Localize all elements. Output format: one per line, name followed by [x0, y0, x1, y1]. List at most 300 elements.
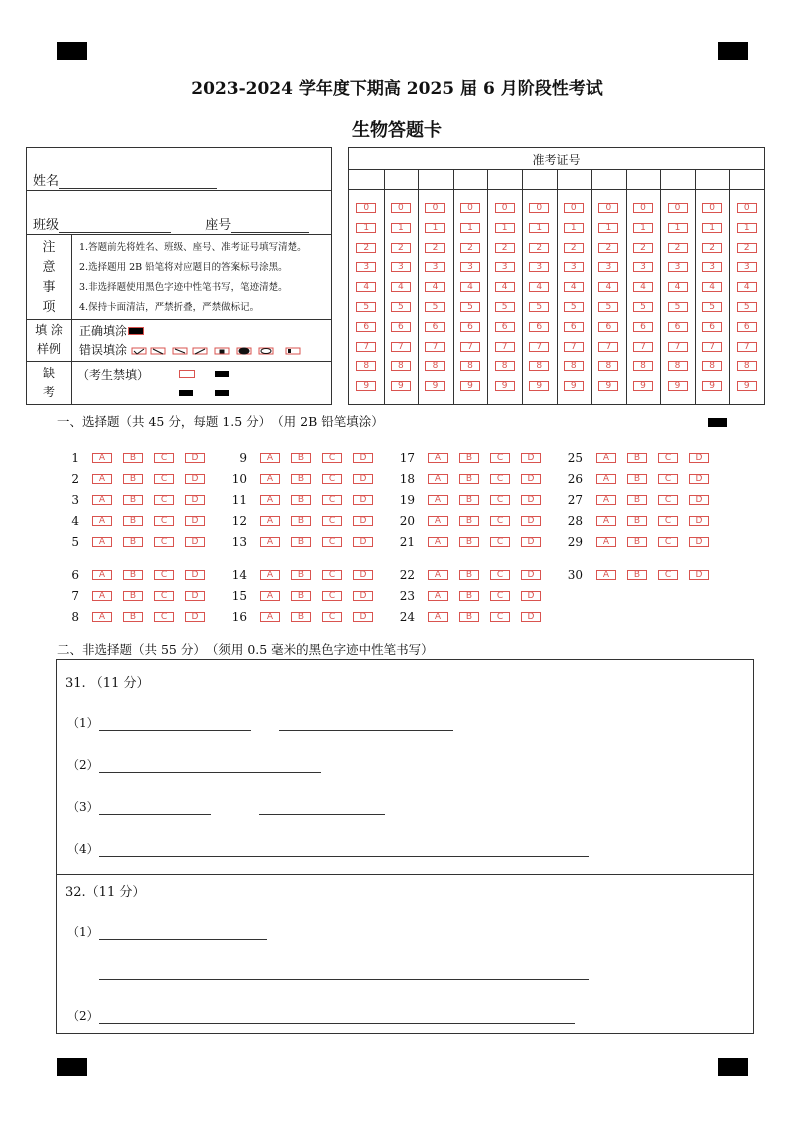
- exam-id-bubble[interactable]: 0: [564, 203, 584, 213]
- exam-id-bubble[interactable]: 7: [598, 342, 618, 352]
- absent-note: （考生禁填）: [77, 368, 150, 382]
- answer-bubble-c[interactable]: C: [490, 453, 510, 463]
- answer-bubble-b[interactable]: B: [627, 495, 647, 505]
- exam-id-bubble[interactable]: 0: [702, 203, 722, 213]
- answer-bubble-d[interactable]: D: [185, 495, 205, 505]
- answer-bubble-c[interactable]: C: [658, 537, 678, 547]
- exam-id-bubble[interactable]: 8: [564, 361, 584, 371]
- answer-bubble-a[interactable]: A: [92, 612, 112, 622]
- q31-part1-answer-b[interactable]: [279, 716, 453, 731]
- exam-id-column-divider: [418, 169, 419, 404]
- exam-id-bubble[interactable]: 4: [460, 282, 480, 292]
- answer-bubble-c[interactable]: C: [154, 591, 174, 601]
- question-number: 10: [231, 472, 247, 486]
- answer-bubble-a[interactable]: A: [428, 516, 448, 526]
- exam-id-bubble[interactable]: 2: [391, 243, 411, 253]
- q31-box: [56, 659, 754, 875]
- absent-checkbox[interactable]: [179, 370, 195, 378]
- answer-bubble-d[interactable]: D: [185, 570, 205, 580]
- q31-part1-answer-a[interactable]: [99, 716, 251, 731]
- answer-bubble-c[interactable]: C: [658, 570, 678, 580]
- exam-id-bubble[interactable]: 6: [425, 322, 445, 332]
- exam-id-bubble[interactable]: 1: [391, 223, 411, 233]
- student-info-box: [26, 147, 332, 405]
- answer-bubble-c[interactable]: C: [154, 570, 174, 580]
- exam-id-bubble[interactable]: 2: [737, 243, 757, 253]
- answer-bubble-b[interactable]: B: [291, 537, 311, 547]
- answer-bubble-b[interactable]: B: [627, 474, 647, 484]
- answer-bubble-a[interactable]: A: [596, 495, 616, 505]
- answer-bubble-a[interactable]: A: [92, 570, 112, 580]
- answer-bubble-b[interactable]: B: [123, 570, 143, 580]
- exam-id-bubble[interactable]: 8: [668, 361, 688, 371]
- exam-id-bubble[interactable]: 7: [356, 342, 376, 352]
- exam-id-bubble[interactable]: 1: [737, 223, 757, 233]
- exam-id-bubble[interactable]: 5: [598, 302, 618, 312]
- answer-bubble-d[interactable]: D: [353, 474, 373, 484]
- answer-bubble-c[interactable]: C: [490, 495, 510, 505]
- exam-id-bubble[interactable]: 8: [529, 361, 549, 371]
- exam-id-bubble[interactable]: 8: [598, 361, 618, 371]
- answer-bubble-d[interactable]: D: [185, 516, 205, 526]
- answer-bubble-d[interactable]: D: [185, 612, 205, 622]
- q31-part4-answer[interactable]: [99, 842, 589, 857]
- exam-id-bubble[interactable]: 9: [495, 381, 515, 391]
- exam-id-bubble[interactable]: 6: [495, 322, 515, 332]
- answer-bubble-d[interactable]: D: [689, 474, 709, 484]
- exam-id-bubble[interactable]: 4: [529, 282, 549, 292]
- answer-bubble-b[interactable]: B: [291, 570, 311, 580]
- exam-id-bubble[interactable]: 7: [529, 342, 549, 352]
- answer-bubble-c[interactable]: C: [322, 612, 342, 622]
- wrong-fill-sample-last: [285, 346, 303, 356]
- name-label: 姓名: [33, 174, 60, 189]
- answer-bubble-c[interactable]: C: [658, 516, 678, 526]
- exam-id-bubble[interactable]: 5: [460, 302, 480, 312]
- answer-bubble-a[interactable]: A: [596, 516, 616, 526]
- answer-bubble-a[interactable]: A: [92, 591, 112, 601]
- answer-bubble-d[interactable]: D: [521, 495, 541, 505]
- exam-id-bubble[interactable]: 7: [460, 342, 480, 352]
- answer-bubble-c[interactable]: C: [322, 453, 342, 463]
- exam-id-bubble[interactable]: 3: [529, 262, 549, 272]
- exam-id-write-cell[interactable]: [418, 170, 453, 189]
- answer-bubble-c[interactable]: C: [154, 537, 174, 547]
- answer-bubble-d[interactable]: D: [353, 612, 373, 622]
- answer-bubble-b[interactable]: B: [291, 474, 311, 484]
- answer-bubble-c[interactable]: C: [154, 516, 174, 526]
- answer-bubble-d[interactable]: D: [353, 495, 373, 505]
- answer-bubble-c[interactable]: C: [490, 474, 510, 484]
- exam-id-bubble[interactable]: 3: [668, 262, 688, 272]
- exam-id-bubble[interactable]: 7: [633, 342, 653, 352]
- answer-bubble-b[interactable]: B: [459, 453, 479, 463]
- exam-id-write-cell[interactable]: [729, 170, 764, 189]
- answer-bubble-b[interactable]: B: [123, 591, 143, 601]
- exam-id-bubble[interactable]: 4: [737, 282, 757, 292]
- exam-id-bubble[interactable]: 9: [391, 381, 411, 391]
- question-number: 28: [567, 514, 583, 528]
- exam-id-bubble[interactable]: 1: [598, 223, 618, 233]
- answer-bubble-b[interactable]: B: [291, 453, 311, 463]
- exam-id-bubble[interactable]: 8: [425, 361, 445, 371]
- exam-id-bubble[interactable]: 6: [668, 322, 688, 332]
- exam-id-box: [348, 147, 765, 405]
- exam-id-bubble[interactable]: 2: [668, 243, 688, 253]
- exam-id-bubble[interactable]: 3: [425, 262, 445, 272]
- answer-bubble-c[interactable]: C: [490, 537, 510, 547]
- exam-id-bubble[interactable]: 7: [702, 342, 722, 352]
- exam-id-bubble[interactable]: 5: [495, 302, 515, 312]
- exam-id-bubble[interactable]: 6: [356, 322, 376, 332]
- answer-bubble-c[interactable]: C: [490, 591, 510, 601]
- answer-bubble-c[interactable]: C: [490, 516, 510, 526]
- exam-id-bubble[interactable]: 6: [702, 322, 722, 332]
- exam-id-write-cell[interactable]: [487, 170, 522, 189]
- exam-id-bubble[interactable]: 0: [598, 203, 618, 213]
- answer-bubble-d[interactable]: D: [521, 570, 541, 580]
- answer-bubble-b[interactable]: B: [291, 591, 311, 601]
- answer-bubble-b[interactable]: B: [291, 612, 311, 622]
- exam-id-write-cell[interactable]: [660, 170, 695, 189]
- exam-id-bubble[interactable]: 4: [564, 282, 584, 292]
- exam-id-bubble[interactable]: 1: [425, 223, 445, 233]
- exam-id-bubble[interactable]: 8: [633, 361, 653, 371]
- exam-id-bubble[interactable]: 1: [702, 223, 722, 233]
- exam-id-bubble[interactable]: 3: [564, 262, 584, 272]
- exam-id-bubble[interactable]: 7: [668, 342, 688, 352]
- answer-bubble-b[interactable]: B: [123, 453, 143, 463]
- exam-id-bubble[interactable]: 8: [391, 361, 411, 371]
- q32-part2-answer[interactable]: [99, 1009, 575, 1024]
- answer-bubble-d[interactable]: D: [185, 537, 205, 547]
- exam-id-bubble[interactable]: 1: [633, 223, 653, 233]
- exam-id-bubble[interactable]: 6: [737, 322, 757, 332]
- exam-id-bubble[interactable]: 4: [633, 282, 653, 292]
- answer-bubble-a[interactable]: A: [260, 537, 280, 547]
- answer-bubble-d[interactable]: D: [689, 516, 709, 526]
- answer-bubble-d[interactable]: D: [521, 453, 541, 463]
- exam-id-bubble[interactable]: 4: [425, 282, 445, 292]
- answer-bubble-c[interactable]: C: [322, 537, 342, 547]
- exam-id-bubble[interactable]: 3: [737, 262, 757, 272]
- answer-bubble-a[interactable]: A: [92, 537, 112, 547]
- question-number: 29: [567, 535, 583, 549]
- answer-bubble-b[interactable]: B: [459, 516, 479, 526]
- alignment-mark-top-left: [57, 42, 87, 60]
- name-field[interactable]: [59, 174, 217, 189]
- answer-bubble-c[interactable]: C: [658, 453, 678, 463]
- exam-id-bubble[interactable]: 9: [425, 381, 445, 391]
- answer-bubble-b[interactable]: B: [123, 516, 143, 526]
- exam-id-bubble[interactable]: 2: [529, 243, 549, 253]
- exam-id-bubble[interactable]: 4: [702, 282, 722, 292]
- exam-id-bubble[interactable]: 2: [564, 243, 584, 253]
- exam-id-bubble[interactable]: 6: [633, 322, 653, 332]
- answer-bubble-b[interactable]: B: [123, 537, 143, 547]
- exam-id-bubble[interactable]: 9: [737, 381, 757, 391]
- exam-id-write-cell[interactable]: [557, 170, 592, 189]
- exam-id-bubble[interactable]: 5: [633, 302, 653, 312]
- answer-bubble-d[interactable]: D: [353, 591, 373, 601]
- exam-id-bubble[interactable]: 8: [737, 361, 757, 371]
- exam-id-label: 准考证号: [532, 153, 581, 167]
- question-number: 26: [567, 472, 583, 486]
- class-field[interactable]: [59, 218, 171, 233]
- answer-bubble-c[interactable]: C: [154, 495, 174, 505]
- exam-id-bubble[interactable]: 5: [391, 302, 411, 312]
- answer-bubble-b[interactable]: B: [627, 570, 647, 580]
- section1-heading: 一、选择题（共 45 分，每题 1.5 分） （用 2B 铅笔填涂）: [57, 414, 384, 429]
- exam-id-bubble[interactable]: 7: [737, 342, 757, 352]
- answer-bubble-a[interactable]: A: [428, 570, 448, 580]
- answer-bubble-a[interactable]: A: [428, 495, 448, 505]
- answer-bubble-d[interactable]: D: [185, 474, 205, 484]
- question-number: 22: [399, 568, 415, 582]
- answer-bubble-a[interactable]: A: [428, 591, 448, 601]
- question-number: 13: [231, 535, 247, 549]
- answer-bubble-d[interactable]: D: [689, 495, 709, 505]
- exam-id-bubble[interactable]: 2: [425, 243, 445, 253]
- exam-id-bubble[interactable]: 8: [495, 361, 515, 371]
- exam-id-bubble[interactable]: 2: [633, 243, 653, 253]
- q32-part1-answer-line2[interactable]: [99, 965, 589, 980]
- exam-id-bubble[interactable]: 6: [391, 322, 411, 332]
- exam-id-bubble[interactable]: 5: [425, 302, 445, 312]
- exam-id-bubble[interactable]: 0: [495, 203, 515, 213]
- seat-field[interactable]: [231, 218, 309, 233]
- exam-id-bubble[interactable]: 2: [356, 243, 376, 253]
- exam-id-bubble[interactable]: 0: [633, 203, 653, 213]
- exam-id-bubble[interactable]: 9: [460, 381, 480, 391]
- q32-part2-label: （2）: [67, 1009, 99, 1023]
- alignment-mark-top-right: [718, 42, 748, 60]
- q31-part3-answer-a[interactable]: [99, 800, 211, 815]
- answer-bubble-d[interactable]: D: [353, 516, 373, 526]
- exam-id-bubble[interactable]: 5: [564, 302, 584, 312]
- exam-id-bubble[interactable]: 5: [529, 302, 549, 312]
- answer-bubble-c[interactable]: C: [322, 570, 342, 580]
- answer-bubble-b[interactable]: B: [459, 495, 479, 505]
- exam-id-bubble[interactable]: 1: [356, 223, 376, 233]
- exam-id-write-cell[interactable]: [384, 170, 419, 189]
- exam-id-bubble[interactable]: 0: [668, 203, 688, 213]
- q32-part1-answer[interactable]: [99, 925, 267, 940]
- exam-id-bubble[interactable]: 3: [356, 262, 376, 272]
- answer-bubble-d[interactable]: D: [353, 570, 373, 580]
- exam-id-bubble[interactable]: 5: [668, 302, 688, 312]
- answer-bubble-a[interactable]: A: [428, 474, 448, 484]
- seat-label: 座号: [205, 218, 232, 233]
- exam-id-bubble[interactable]: 5: [356, 302, 376, 312]
- question-number: 9: [239, 451, 247, 465]
- q31-title: 31. （11 分）: [65, 676, 150, 691]
- answer-bubble-c[interactable]: C: [322, 474, 342, 484]
- answer-bubble-d[interactable]: D: [689, 537, 709, 547]
- answer-bubble-b[interactable]: B: [291, 516, 311, 526]
- answer-bubble-a[interactable]: A: [92, 516, 112, 526]
- exam-id-bubble[interactable]: 4: [598, 282, 618, 292]
- exam-id-bubble[interactable]: 0: [737, 203, 757, 213]
- absent-mark: [215, 390, 229, 396]
- q31-part4-label: （4）: [67, 842, 99, 856]
- exam-id-write-cell[interactable]: [591, 170, 626, 189]
- exam-id-bubble[interactable]: 0: [391, 203, 411, 213]
- answer-bubble-b[interactable]: B: [627, 516, 647, 526]
- exam-id-bubble[interactable]: 6: [598, 322, 618, 332]
- exam-id-write-cell[interactable]: [626, 170, 661, 189]
- answer-bubble-d[interactable]: D: [521, 537, 541, 547]
- answer-bubble-b[interactable]: B: [459, 537, 479, 547]
- answer-bubble-b[interactable]: B: [459, 570, 479, 580]
- answer-bubble-d[interactable]: D: [689, 570, 709, 580]
- exam-id-bubble[interactable]: 1: [495, 223, 515, 233]
- answer-bubble-c[interactable]: C: [154, 453, 174, 463]
- exam-id-bubble[interactable]: 0: [529, 203, 549, 213]
- answer-bubble-c[interactable]: C: [154, 612, 174, 622]
- answer-bubble-a[interactable]: A: [260, 474, 280, 484]
- q31-part3-answer-b[interactable]: [259, 800, 385, 815]
- answer-bubble-c[interactable]: C: [658, 495, 678, 505]
- notes-label: 注 意 事 项: [42, 240, 56, 315]
- exam-id-write-cell[interactable]: [349, 170, 384, 189]
- exam-id-bubble[interactable]: 3: [495, 262, 515, 272]
- correct-fill-label: 正确填涂: [79, 324, 128, 338]
- exam-id-bubble[interactable]: 3: [598, 262, 618, 272]
- answer-bubble-a[interactable]: A: [92, 495, 112, 505]
- answer-bubble-b[interactable]: B: [627, 537, 647, 547]
- answer-bubble-d[interactable]: D: [185, 453, 205, 463]
- exam-id-bubble[interactable]: 3: [633, 262, 653, 272]
- answer-bubble-d[interactable]: D: [353, 537, 373, 547]
- exam-id-bubble[interactable]: 6: [460, 322, 480, 332]
- exam-id-bubble[interactable]: 0: [425, 203, 445, 213]
- answer-bubble-a[interactable]: A: [596, 570, 616, 580]
- exam-id-bubble[interactable]: 2: [495, 243, 515, 253]
- answer-bubble-b[interactable]: B: [459, 474, 479, 484]
- answer-bubble-a[interactable]: A: [596, 453, 616, 463]
- alignment-mark-bottom-right: [718, 1058, 748, 1076]
- answer-bubble-d[interactable]: D: [521, 591, 541, 601]
- answer-bubble-c[interactable]: C: [490, 570, 510, 580]
- exam-id-bubble[interactable]: 9: [598, 381, 618, 391]
- answer-bubble-a[interactable]: A: [596, 537, 616, 547]
- exam-id-write-cell[interactable]: [522, 170, 557, 189]
- exam-id-bubble[interactable]: 9: [564, 381, 584, 391]
- answer-bubble-c[interactable]: C: [658, 474, 678, 484]
- question-number: 11: [231, 493, 247, 507]
- exam-id-bubble[interactable]: 2: [460, 243, 480, 253]
- question-number: 4: [71, 514, 79, 528]
- exam-id-bubble[interactable]: 0: [356, 203, 376, 213]
- q31-part2-answer[interactable]: [99, 758, 321, 773]
- answer-bubble-d[interactable]: D: [521, 516, 541, 526]
- exam-id-bubble[interactable]: 7: [495, 342, 515, 352]
- exam-id-bubble[interactable]: 7: [564, 342, 584, 352]
- answer-bubble-c[interactable]: C: [322, 591, 342, 601]
- alignment-mark-section: [708, 418, 727, 427]
- answer-bubble-b[interactable]: B: [123, 612, 143, 622]
- exam-id-bubble[interactable]: 1: [529, 223, 549, 233]
- exam-id-bubble[interactable]: 5: [737, 302, 757, 312]
- answer-bubble-b[interactable]: B: [291, 495, 311, 505]
- exam-id-bubble[interactable]: 9: [633, 381, 653, 391]
- exam-id-bubble[interactable]: 9: [702, 381, 722, 391]
- question-number: 15: [231, 589, 247, 603]
- answer-bubble-b[interactable]: B: [123, 474, 143, 484]
- exam-id-bubble[interactable]: 4: [495, 282, 515, 292]
- answer-bubble-c[interactable]: C: [322, 495, 342, 505]
- exam-id-bubble[interactable]: 2: [598, 243, 618, 253]
- answer-bubble-b[interactable]: B: [627, 453, 647, 463]
- answer-bubble-a[interactable]: A: [260, 570, 280, 580]
- exam-id-write-cell[interactable]: [453, 170, 488, 189]
- exam-id-bubble[interactable]: 8: [460, 361, 480, 371]
- answer-bubble-a[interactable]: A: [260, 612, 280, 622]
- answer-bubble-a[interactable]: A: [260, 453, 280, 463]
- exam-id-bubble[interactable]: 3: [702, 262, 722, 272]
- answer-bubble-b[interactable]: B: [459, 591, 479, 601]
- exam-id-bubble[interactable]: 8: [356, 361, 376, 371]
- answer-bubble-c[interactable]: C: [154, 474, 174, 484]
- answer-bubble-d[interactable]: D: [353, 453, 373, 463]
- answer-bubble-c[interactable]: C: [490, 612, 510, 622]
- answer-bubble-a[interactable]: A: [260, 591, 280, 601]
- exam-id-bubble[interactable]: 2: [702, 243, 722, 253]
- answer-bubble-a[interactable]: A: [596, 474, 616, 484]
- exam-id-bubble[interactable]: 7: [425, 342, 445, 352]
- answer-bubble-d[interactable]: D: [185, 591, 205, 601]
- answer-bubble-a[interactable]: A: [260, 495, 280, 505]
- answer-bubble-b[interactable]: B: [123, 495, 143, 505]
- answer-bubble-d[interactable]: D: [521, 474, 541, 484]
- exam-id-bubble[interactable]: 8: [702, 361, 722, 371]
- exam-id-bubble[interactable]: 4: [668, 282, 688, 292]
- answer-bubble-a[interactable]: A: [92, 474, 112, 484]
- exam-id-bubble[interactable]: 3: [460, 262, 480, 272]
- answer-bubble-a[interactable]: A: [428, 612, 448, 622]
- exam-id-bubble[interactable]: 7: [391, 342, 411, 352]
- answer-bubble-c[interactable]: C: [322, 516, 342, 526]
- question-number: 21: [399, 535, 415, 549]
- answer-bubble-a[interactable]: A: [428, 537, 448, 547]
- exam-id-bubble[interactable]: 0: [460, 203, 480, 213]
- answer-bubble-b[interactable]: B: [459, 612, 479, 622]
- exam-id-bubble[interactable]: 9: [529, 381, 549, 391]
- exam-id-write-cell[interactable]: [695, 170, 730, 189]
- correct-fill-sample: [128, 327, 144, 335]
- exam-id-bubble[interactable]: 6: [564, 322, 584, 332]
- answer-bubble-d[interactable]: D: [689, 453, 709, 463]
- exam-id-bubble[interactable]: 5: [702, 302, 722, 312]
- exam-id-bubble[interactable]: 6: [529, 322, 549, 332]
- exam-id-bubble[interactable]: 4: [391, 282, 411, 292]
- exam-id-bubble[interactable]: 1: [460, 223, 480, 233]
- exam-id-bubble[interactable]: 1: [564, 223, 584, 233]
- answer-bubble-d[interactable]: D: [521, 612, 541, 622]
- exam-id-bubble[interactable]: 3: [391, 262, 411, 272]
- answer-bubble-a[interactable]: A: [92, 453, 112, 463]
- exam-id-bubble[interactable]: 9: [668, 381, 688, 391]
- exam-id-bubble[interactable]: 4: [356, 282, 376, 292]
- exam-id-bubble[interactable]: 9: [356, 381, 376, 391]
- question-number: 23: [399, 589, 415, 603]
- answer-bubble-a[interactable]: A: [428, 453, 448, 463]
- exam-id-bubble[interactable]: 1: [668, 223, 688, 233]
- exam-id-column-divider: [626, 169, 627, 404]
- absent-label: 缺 考: [42, 366, 55, 399]
- answer-bubble-a[interactable]: A: [260, 516, 280, 526]
